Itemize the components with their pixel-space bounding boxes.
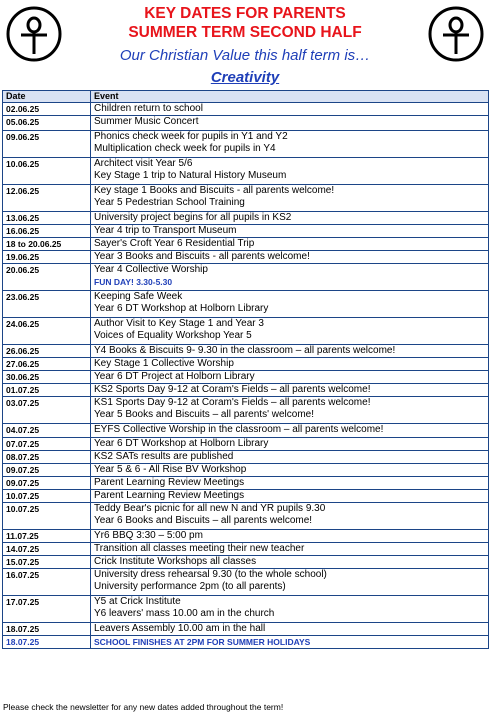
event-cell [91,264,489,291]
event-description: Author Visit to Key Stage 1 and Year 3 [94,318,264,329]
event-description: KS2 Sports Day 9-12 at Coram's Fields – all parents welcome! [94,384,371,395]
event-cell [91,103,489,116]
event-date: 17.07.25 [3,596,91,623]
table-row [3,212,489,225]
table-row [3,596,489,623]
event-cell [91,384,489,397]
event-cell [91,596,489,623]
event-cell [91,225,489,238]
event-description: Year 5 Pedestrian School Training [94,197,245,208]
event-date: 10.07.25 [3,503,91,530]
table-row [3,543,489,556]
table-row [3,103,489,116]
table-row [3,238,489,251]
table-row [3,384,489,397]
event-date: 01.07.25 [3,384,91,397]
event-cell [91,131,489,158]
table-row [3,477,489,490]
table-row [3,358,489,371]
event-cell [91,556,489,569]
event-description: Parent Learning Review Meetings [94,490,245,501]
event-cell [91,238,489,251]
event-description: Year 6 DT Workshop at Holborn Library [94,303,269,314]
event-description: Yr6 BBQ 3:30 – 5:00 pm [94,530,203,541]
event-description: EYFS Collective Worship in the classroom – all parents welcome! [94,424,384,435]
table-row [3,530,489,543]
event-date: 03.07.25 [3,397,91,424]
event-description: University project begins for all pupils in KS2 [94,212,292,223]
event-cell [91,464,489,477]
event-cell [91,543,489,556]
event-date: 08.07.25 [3,451,91,464]
event-description: KS2 SATs results are published [94,451,234,462]
event-description: Summer Music Concert [94,116,199,127]
event-date: 09.07.25 [3,464,91,477]
event-date: 16.06.25 [3,225,91,238]
key-dates-table [2,90,489,649]
event-date: 26.06.25 [3,345,91,358]
table-row [3,569,489,596]
page-title: KEY DATES FOR PARENTS [144,5,346,22]
event-description: University dress rehearsal 9.30 (to the whole school) [94,569,327,580]
event-cell [91,116,489,131]
event-cell [91,397,489,424]
table-row [3,636,489,649]
event-cell [91,530,489,543]
event-date: 15.07.25 [3,556,91,569]
table-row [3,397,489,424]
event-description: Sayer's Croft Year 6 Residential Trip [94,238,255,249]
event-description: Architect visit Year 5/6 [94,158,193,169]
event-cell [91,185,489,212]
christian-value: Creativity [210,69,280,86]
footer-note: Please check the newsletter for any new dates added throughout the term! [3,702,284,712]
event-description: SCHOOL FINISHES AT 2PM FOR SUMMER HOLIDAYS [94,637,311,647]
event-cell [91,490,489,503]
event-cell [91,438,489,451]
event-description: Year 4 trip to Transport Museum [94,225,237,236]
table-row [3,116,489,131]
event-date: 09.07.25 [3,477,91,490]
table-row [3,424,489,438]
event-description: Transition all classes meeting their new teacher [94,543,305,554]
table-row [3,464,489,477]
event-date: 07.07.25 [3,438,91,451]
column-header-date: Date [3,91,91,103]
table-row [3,264,489,291]
event-cell [91,158,489,185]
event-cell [91,318,489,345]
event-cell [91,636,489,649]
event-date: 09.06.25 [3,131,91,158]
christian-value-intro: Our Christian Value this half term is… [119,47,371,64]
table-row [3,623,489,636]
event-date: 10.07.25 [3,490,91,503]
event-description: Key Stage 1 trip to Natural History Museum [94,170,287,181]
event-date: 18.07.25 [3,636,91,649]
event-date: 24.06.25 [3,318,91,345]
event-cell [91,345,489,358]
event-cell [91,358,489,371]
event-cell [91,251,489,264]
event-date: 14.07.25 [3,543,91,556]
page-title-line2: SUMMER TERM SECOND HALF [128,24,362,41]
event-cell [91,451,489,464]
table-row [3,503,489,530]
event-description: Year 5 Books and Biscuits – all parents' welcome! [94,409,314,420]
event-cell [91,623,489,636]
event-description: Y5 at Crick Institute [94,596,181,607]
table-row [3,371,489,384]
header [0,0,490,90]
event-description: Voices of Equality Workshop Year 5 [94,330,252,341]
event-description: University performance 2pm (to all parents) [94,581,286,592]
event-cell [91,503,489,530]
event-date: 12.06.25 [3,185,91,212]
table-row [3,490,489,503]
event-cell [91,371,489,384]
event-description: Key stage 1 Books and Biscuits - all parents welcome! [94,185,335,196]
event-date: 20.06.25 [3,264,91,291]
table-row [3,251,489,264]
event-description: Teddy Bear's picnic for all new N and YR pupils 9.30 [94,503,326,514]
event-date: 02.06.25 [3,103,91,116]
event-date: 23.06.25 [3,291,91,318]
event-date: 30.06.25 [3,371,91,384]
table-row [3,185,489,212]
event-description: Key Stage 1 Collective Worship [94,358,234,369]
event-description: Year 5 & 6 - All Rise BV Workshop [94,464,247,475]
table-row [3,556,489,569]
event-date: 10.06.25 [3,158,91,185]
event-description: Multiplication check week for pupils in Y4 [94,143,276,154]
event-description: Leavers Assembly 10.00 am in the hall [94,623,266,634]
table-row [3,345,489,358]
event-date: 18.07.25 [3,623,91,636]
event-description: Year 6 DT Workshop at Holborn Library [94,438,269,449]
table-row [3,158,489,185]
table-row [3,291,489,318]
event-description: Y6 leavers' mass 10.00 am in the church [94,608,275,619]
fun-day-note: FUN DAY! 3.30-5.30 [94,277,173,287]
event-cell [91,212,489,225]
event-date: 05.06.25 [3,116,91,131]
event-description: KS1 Sports Day 9-12 at Coram's Fields – all parents welcome! [94,397,371,408]
table-row [3,451,489,464]
event-description: Year 6 DT Project at Holborn Library [94,371,255,382]
event-description: Year 3 Books and Biscuits - all parents welcome! [94,251,310,262]
event-description: Y4 Books & Biscuits 9- 9.30 in the classroom – all parents welcome! [94,345,396,356]
event-cell [91,569,489,596]
event-cell [91,477,489,490]
event-date: 13.06.25 [3,212,91,225]
event-date: 19.06.25 [3,251,91,264]
event-date: 27.06.25 [3,358,91,371]
event-description: Parent Learning Review Meetings [94,477,245,488]
event-description: Year 6 Books and Biscuits – all parents welcome! [94,515,313,526]
table-row [3,318,489,345]
event-date: 16.07.25 [3,569,91,596]
event-date: 04.07.25 [3,424,91,438]
table-row [3,131,489,158]
column-header-event: Event [91,91,489,103]
table-row [3,438,489,451]
table-header-row [3,91,489,103]
event-description: Crick Institute Workshops all classes [94,556,257,567]
event-cell [91,424,489,438]
event-description: Children return to school [94,103,203,114]
event-description: Phonics check week for pupils in Y1 and Y2 [94,131,288,142]
event-description: Keeping Safe Week [94,291,183,302]
event-date: 18 to 20.06.25 [3,238,91,251]
table-row [3,225,489,238]
event-date: 11.07.25 [3,530,91,543]
event-cell [91,291,489,318]
event-description: Year 4 Collective Worship [94,264,208,275]
